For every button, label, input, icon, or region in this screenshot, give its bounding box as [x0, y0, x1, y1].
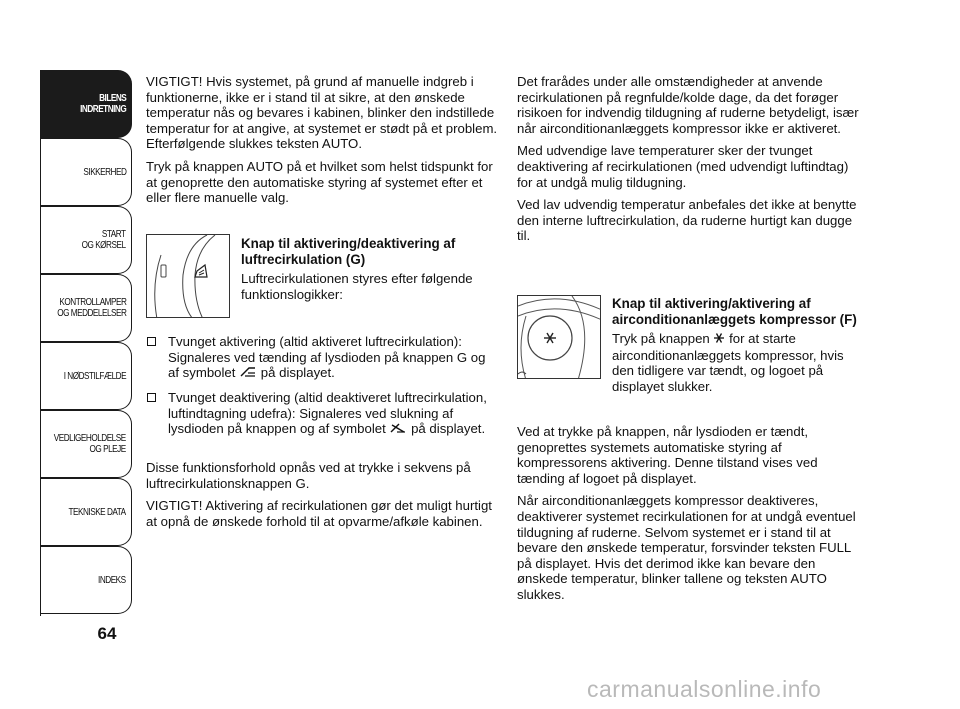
- bullet-box-icon: [147, 337, 156, 346]
- compressor-heading: Knap til aktivering/aktivering af airconditionanlæggets kompressor (F): [612, 296, 857, 327]
- fog-paragraph: Ved lav udvendig temperatur anbefales det ikke at benytte den interne luftrecirkulation, da ruderne hurtigt kan dugge til.: [517, 197, 857, 244]
- tab-sikkerhed[interactable]: SIKKERHED: [40, 138, 132, 206]
- page-number: 64: [97, 624, 117, 643]
- recirculation-intro: Luftrecirkulationen styres efter følgende funktionslogikker:: [241, 271, 473, 302]
- compressor-text: Tryk på knappen for at starte airconditionanlæggets kompressor, hvis den tidligere var tændt, og logoet på displayet slukker.: [612, 331, 844, 394]
- recirculation-heading: Knap til aktivering/deaktivering af luftrecirkulation (G): [241, 236, 456, 267]
- important-note: VIGTIGT! Hvis systemet, på grund af manuelle indgreb i funktionerne, ikke er i stand til at sikre, at den ønskede temperatur nås og bevares i kabinen, blinker den indstillede temperatur for at angive, at systemet er stødt på et problem. Efterfølgende slukkes teksten AUTO.: [146, 74, 498, 152]
- bullet-box-icon: [147, 393, 156, 402]
- sequence-paragraph: Disse funktionsforhold opnås ved at trykke i sekvens på luftrecirkulationsknappen G.: [146, 460, 471, 491]
- bullet-forced-deactivation: Tvunget deaktivering (altid deaktiveret luftrecirkulation, luftindtagning udefra): Signaleres ved slukning af lysdioden på knappen og af symbolet på displayet.: [146, 390, 498, 438]
- bullet-forced-activation: Tvunget aktivering (altid aktiveret luftrecirkulation): Signaleres ved tænding af lysdioden på knappen G og af symbolet på displayet.: [146, 334, 498, 382]
- compressor-section: [612, 296, 867, 394]
- tab-kontrollamper[interactable]: KONTROLLAMPER OG MEDDELELSER: [40, 274, 132, 342]
- tab-vedligeholdelse[interactable]: VEDLIGEHOLDELSE OG PLEJE: [40, 410, 132, 478]
- recirculation-off-icon: [389, 422, 407, 438]
- low-temp-paragraph: Med udvendige lave temperaturer sker der tvunget deaktivering af recirkulationen (med udvendigt luftindtag) for at undgå mulig tildugning.: [517, 143, 849, 190]
- recirculation-section: [241, 236, 501, 302]
- snowflake-icon: [713, 332, 725, 348]
- left-column-bottom: [146, 460, 498, 536]
- recirculation-button-figure: [146, 234, 230, 318]
- tab-start-og-korsel[interactable]: START OG KØRSEL: [40, 206, 132, 274]
- recirculation-important-note: VIGTIGT! Aktivering af recirkulationen gør det muligt hurtigt at opnå de ønskede forhold til at opvarme/afkøle kabinen.: [146, 498, 492, 529]
- tab-i-nodstilfaelde[interactable]: I NØDSTILFÆLDE: [40, 342, 132, 410]
- compressor-deactivation-paragraph: Når airconditionanlæggets kompressor deaktiveres, deaktiverer systemet recirkulationen for at undgå eventuel tildugning af ruderne. Selvom systemet er i stand til at bevare den ønskede temperatur, forsvinder teksten FULL på displayet. Hvis det derimod ikke kan bevare den ønskede temperatur, blinker tallene og teksten AUTO slukkes.: [517, 493, 856, 602]
- recirculation-on-icon: [239, 366, 257, 382]
- tab-tekniske-data[interactable]: TEKNISKE DATA: [40, 478, 132, 546]
- auto-paragraph: Tryk på knappen AUTO på et hvilket som helst tidspunkt for at genoprette den automatiske styring af systemet efter et eller flere manuelle valg.: [146, 158, 493, 206]
- led-paragraph: Ved at trykke på knappen, når lysdioden er tændt, genoprettes systemets automatiske styring af kompressorens aktivering. Denne tilstand vises ved tænding af logoet på displayet.: [517, 424, 818, 486]
- sidebar-edge-line: [40, 70, 41, 616]
- tab-indeks[interactable]: INDEKS: [40, 546, 132, 614]
- watermark: carmanualsonline.info: [587, 676, 822, 702]
- right-column: [517, 74, 867, 251]
- right-column-bottom: [517, 424, 867, 610]
- rain-warning-paragraph: Det frarådes under alle omstændigheder at anvende recirkulationen på regnfulde/kolde dage, da det forøger risikoen for indvendig tildugning af ruderne betydeligt, især når airconditionanlæggets kompressor ikke er aktiveret.: [517, 74, 859, 136]
- left-column: [146, 74, 498, 213]
- tab-bilens-indretning[interactable]: BILENS INDRETNING: [40, 70, 132, 138]
- compressor-button-figure: [517, 295, 601, 379]
